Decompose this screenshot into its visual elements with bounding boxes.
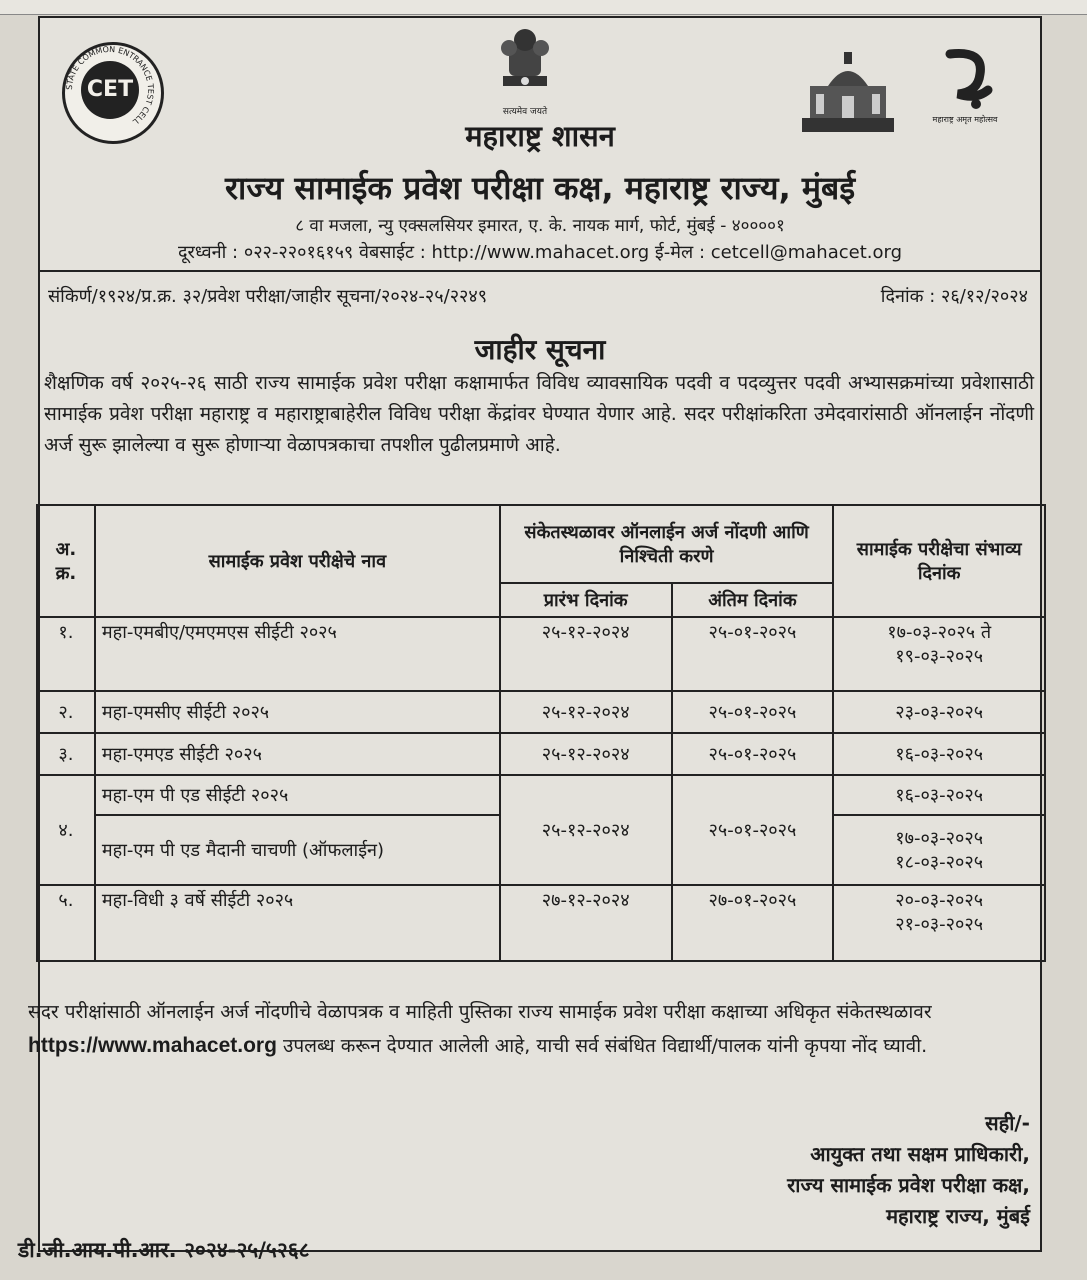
row-serial: ४. xyxy=(37,775,95,885)
row-exam-date: १६-०३-२०२५ xyxy=(833,775,1045,815)
cet-logo-ring-text: STATE COMMON ENTRANCE TEST CELL xyxy=(64,44,156,127)
signatory-title: आयुक्त तथा सक्षम प्राधिकारी, xyxy=(810,1142,1030,1166)
row-exam-date: १७-०३-२०२५ १८-०३-२०२५ xyxy=(833,815,1045,885)
row-serial: ३. xyxy=(37,733,95,775)
table-row xyxy=(37,733,1045,775)
table-row xyxy=(37,885,1045,961)
website-link[interactable]: https://www.mahacet.org xyxy=(28,1034,277,1057)
dgipr-number: डी.जी.आय.पी.आर. २०२४-२५/५२६८ xyxy=(18,1238,310,1262)
header-exam-name: सामाईक प्रवेश परीक्षेचे नाव xyxy=(95,505,500,617)
row-end-date: २५-०१-२०२५ xyxy=(672,775,834,885)
notice-page xyxy=(18,16,1042,1262)
amrut-logo-caption: महाराष्ट्र अमृत महोत्सव xyxy=(932,115,998,124)
notice-date: दिनांक : २६/१२/२०२४ xyxy=(880,286,1028,307)
state-emblem xyxy=(490,26,560,122)
row-start-date: २५-१२-२०२४ xyxy=(500,775,672,885)
header-end-date: अंतिम दिनांक xyxy=(672,583,834,617)
row-start-date: २५-१२-२०२४ xyxy=(500,691,672,733)
row-exam-date: २३-०३-२०२५ xyxy=(833,691,1045,733)
row-serial: १. xyxy=(37,617,95,691)
cet-logo-text: CET xyxy=(81,61,139,119)
row-exam-name: महा-एमसीए सीईटी २०२५ xyxy=(95,691,500,733)
swirl-logo-icon xyxy=(930,48,1000,112)
table-header-row xyxy=(37,505,1045,583)
signatory-location: महाराष्ट्र राज्य, मुंबई xyxy=(886,1204,1030,1228)
row-end-date: २५-०१-२०२५ xyxy=(672,691,834,733)
footer-text-after-url: उपलब्ध करून देण्यात आलेली आहे, याची सर्व संबंधित विद्यार्थी/पालक यांनी कृपया नोंद घ्यावी. xyxy=(282,1035,928,1057)
row-exam-name: महा-एमएड सीईटी २०२५ xyxy=(95,733,500,775)
row-exam-name: महा-एमबीए/एमएमएस सीईटी २०२५ xyxy=(95,617,500,691)
header-divider xyxy=(38,270,1040,272)
exam-schedule-table xyxy=(36,504,1046,962)
department-title: राज्य सामाईक प्रवेश परीक्षा कक्ष, महाराष्ट्र राज्य, मुंबई xyxy=(224,169,856,207)
lion-capital-icon xyxy=(495,26,555,100)
emblem-caption: सत्यमेव जयते xyxy=(502,107,548,117)
table-row xyxy=(37,617,1045,691)
office-address: ८ वा मजला, न्यु एक्सलसियर इमारत, ए. के. नायक मार्ग, फोर्ट, मुंबई - ४००००१ xyxy=(295,216,785,236)
footer-text-before-url: सदर परीक्षांसाठी ऑनलाईन अर्ज नोंदणीचे वेळापत्रक व माहिती पुस्तिका राज्य सामाईक प्रवेश परीक्षा कक्षाच्या अधिकृत संकेतस्थळावर xyxy=(28,1001,932,1023)
table-row xyxy=(37,775,1045,815)
row-serial: २. xyxy=(37,691,95,733)
row-exam-name: महा-विधी ३ वर्षे सीईटी २०२५ xyxy=(95,885,500,961)
row-exam-name: महा-एम पी एड मैदानी चाचणी (ऑफलाईन) xyxy=(95,815,500,885)
row-serial: ५. xyxy=(37,885,95,961)
newspaper-top-strip xyxy=(0,0,1087,15)
row-exam-date: १६-०३-२०२५ xyxy=(833,733,1045,775)
notice-intro: शैक्षणिक वर्ष २०२५-२६ साठी राज्य सामाईक प्रवेश परीक्षा कक्षामार्फत विविध व्यावसायिक पदवी व पदव्युत्तर पदवी अभ्यासक्रमांच्या प्रवेशासाठी सामाईक प्रवेश परीक्षा महाराष्ट्र व महाराष्ट्राबाहेरील विविध परीक्षा केंद्रांवर घेण्यात येणार आहे. सदर परीक्षांकरिता उमेदवारांसाठी ऑनलाईन नोंदणी अर्ज सुरू झालेल्या व सुरू होणाऱ्या वेळापत्रकाचा तपशील पुढीलप्रमाणे आहे. xyxy=(44,372,1034,456)
row-end-date: २५-०१-२०२५ xyxy=(672,733,834,775)
row-end-date: २५-०१-२०२५ xyxy=(672,617,834,691)
row-start-date: २५-१२-२०२४ xyxy=(500,617,672,691)
header-serial: अ. क्र. xyxy=(37,505,95,617)
row-exam-date: २०-०३-२०२५ २१-०३-२०२५ xyxy=(833,885,1045,961)
signature-block xyxy=(610,1108,1030,1232)
reference-number: संकिर्ण/१९२४/प्र.क्र. ३२/प्रवेश परीक्षा/जाहीर सूचना/२०२४-२५/२२४९ xyxy=(48,286,488,307)
header-registration: संकेतस्थळावर ऑनलाईन अर्ज नोंदणी आणि निश्चिती करणे xyxy=(500,505,834,583)
government-title: महाराष्ट्र शासन xyxy=(465,119,615,153)
signatory-office: राज्य सामाईक प्रवेश परीक्षा कक्ष, xyxy=(787,1173,1030,1197)
footer-paragraph xyxy=(28,996,1034,1063)
row-end-date: २७-०१-२०२५ xyxy=(672,885,834,961)
row-start-date: २५-१२-२०२४ xyxy=(500,733,672,775)
row-exam-date: १७-०३-२०२५ ते १९-०३-२०२५ xyxy=(833,617,1045,691)
header-exam-date: सामाईक परीक्षेचा संभाव्य दिनांक xyxy=(833,505,1045,617)
notice-title: जाहीर सूचना xyxy=(474,333,606,366)
header-start-date: प्रारंभ दिनांक xyxy=(500,583,672,617)
contact-line: दूरध्वनी : ०२२-२२०१६१५९ वेबसाईट : http://www.mahacet.org ई-मेल : cetcell@mahacet.org xyxy=(177,242,903,263)
row-start-date: २७-१२-२०२४ xyxy=(500,885,672,961)
row-exam-name: महा-एम पी एड सीईटी २०२५ xyxy=(95,775,500,815)
table-row xyxy=(37,691,1045,733)
signed-mark: सही/- xyxy=(985,1111,1030,1135)
